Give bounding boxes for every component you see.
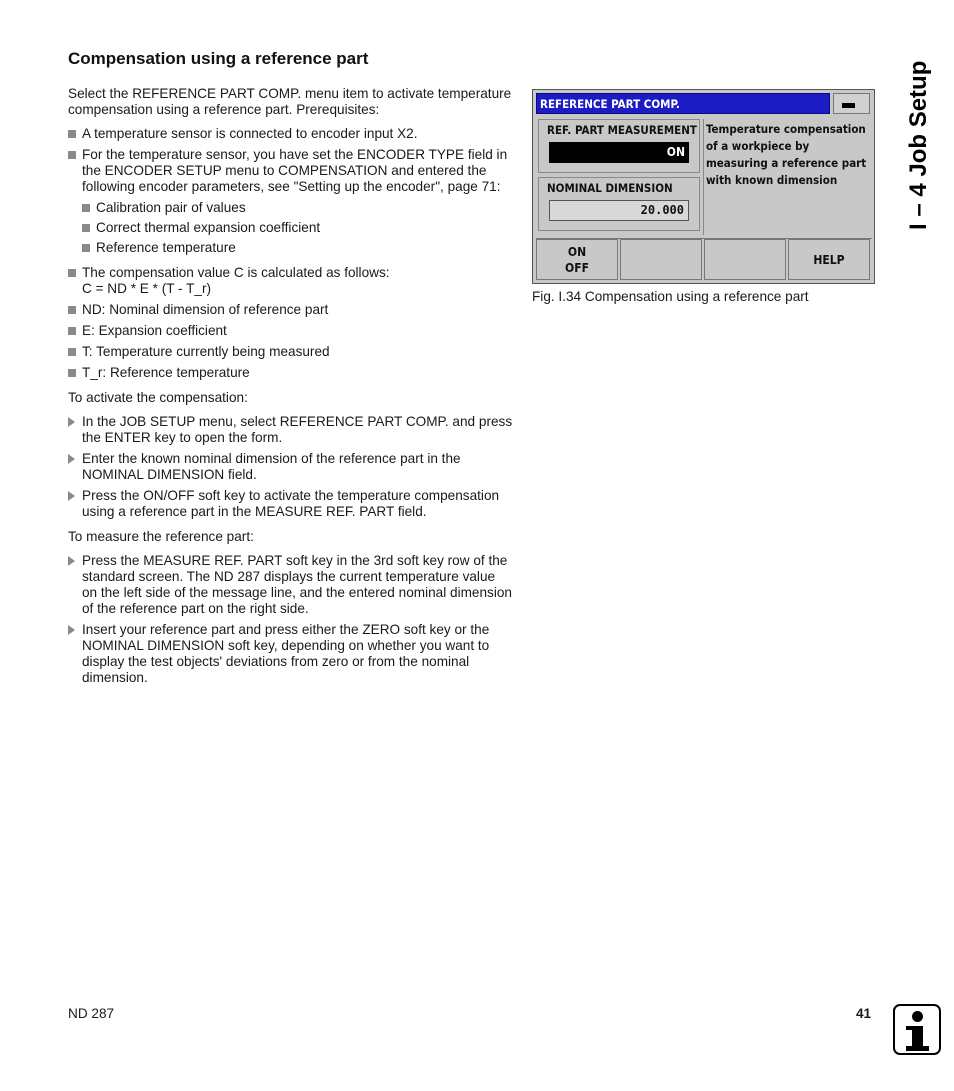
activate-steps <box>68 414 513 520</box>
square-bullet-icon <box>68 348 76 356</box>
figure-caption: Fig. I.34 Compensation using a reference part <box>532 289 809 304</box>
info-icon <box>893 1004 941 1055</box>
list-item: E: Expansion coefficient <box>68 323 513 339</box>
step-arrow-icon <box>68 491 75 501</box>
step-item: Press the MEASURE REF. PART soft key in the 3rd soft key row of the standard screen. The ND 287 displays the current temperature value on the left side of the message line, and the entered nominal dimension of the reference part on the right side. <box>68 553 513 617</box>
help-text-panel: Temperature compensation of a workpiece by measuring a reference part with known dimension <box>703 119 869 235</box>
step-item: Enter the known nominal dimension of the reference part in the NOMINAL DIMENSION field. <box>68 451 513 483</box>
step-item: In the JOB SETUP menu, select REFERENCE PART COMP. and press the ENTER key to open the form. <box>68 414 513 446</box>
device-screen-figure <box>532 89 875 284</box>
square-bullet-icon <box>82 224 90 232</box>
prerequisite-list <box>68 126 513 256</box>
step-arrow-icon <box>68 556 75 566</box>
square-bullet-icon <box>68 306 76 314</box>
list-item: A temperature sensor is connected to encoder input X2. <box>68 126 513 142</box>
section-heading: Compensation using a reference part <box>68 49 369 68</box>
square-bullet-icon <box>82 244 90 252</box>
square-bullet-icon <box>68 130 76 138</box>
square-bullet-icon <box>82 204 90 212</box>
formula-list <box>68 265 513 381</box>
body-column <box>68 86 513 695</box>
activate-intro: To activate the compensation: <box>68 390 248 405</box>
encoder-parameter-list <box>82 200 513 256</box>
softkey-2[interactable] <box>620 239 702 280</box>
list-item: Reference temperature <box>82 240 513 256</box>
square-bullet-icon <box>68 269 76 277</box>
step-item: Press the ON/OFF soft key to activate the temperature compensation using a reference part in the MEASURE REF. PART field. <box>68 488 513 520</box>
list-item: The compensation value C is calculated as follows: C = ND * E * (T - T_r) <box>68 265 513 297</box>
softkey-3[interactable] <box>704 239 786 280</box>
square-bullet-icon <box>68 369 76 377</box>
formula: C = ND * E * (T - T_r) <box>82 281 212 296</box>
page-number: 41 <box>856 1006 872 1021</box>
nominal-dimension-label: NOMINAL DIMENSION <box>547 181 673 195</box>
softkey-row <box>536 238 872 280</box>
step-arrow-icon <box>68 625 75 635</box>
minimize-button[interactable] <box>833 93 870 114</box>
step-arrow-icon <box>68 454 75 464</box>
list-item: T_r: Reference temperature <box>68 365 513 381</box>
ref-part-measurement-group <box>538 119 700 173</box>
ref-part-measurement-label: REF. PART MEASUREMENT <box>547 123 697 137</box>
minimize-icon <box>842 103 855 108</box>
step-arrow-icon <box>68 417 75 427</box>
square-bullet-icon <box>68 151 76 159</box>
help-softkey[interactable]: HELP <box>788 239 870 280</box>
measure-steps <box>68 553 513 686</box>
intro-paragraph: Select the REFERENCE PART COMP. menu item to activate temperature compensation using a reference part. Prerequisites: <box>68 86 512 117</box>
list-item: Calibration pair of values <box>82 200 513 216</box>
square-bullet-icon <box>68 327 76 335</box>
list-item: T: Temperature currently being measured <box>68 344 513 360</box>
footer-product: ND 287 <box>68 1006 115 1021</box>
nominal-dimension-group <box>538 177 700 231</box>
nominal-dimension-field[interactable]: 20.000 <box>549 200 689 221</box>
chapter-title-text: I – 4 Job Setup <box>905 60 932 230</box>
on-off-softkey[interactable]: ON OFF <box>536 239 618 280</box>
list-item: ND: Nominal dimension of reference part <box>68 302 513 318</box>
list-item: For the temperature sensor, you have set the ENCODER TYPE field in the ENCODER SETUP menu to COMPENSATION and entered the following encoder parameters, see "Setting up the encoder", page 71: Calibration pair of values Correct thermal expansion coefficient Reference temperature <box>68 147 513 256</box>
step-item: Insert your reference part and press either the ZERO soft key or the NOMINAL DIMENSION soft key, depending on whether you want to display the test objects' deviations from zero or from the nominal dimension. <box>68 622 513 686</box>
ref-part-measurement-field[interactable]: ON <box>549 142 689 163</box>
list-item: Correct thermal expansion coefficient <box>82 220 513 236</box>
screen-title-bar: REFERENCE PART COMP. <box>536 93 830 114</box>
measure-intro: To measure the reference part: <box>68 529 254 544</box>
